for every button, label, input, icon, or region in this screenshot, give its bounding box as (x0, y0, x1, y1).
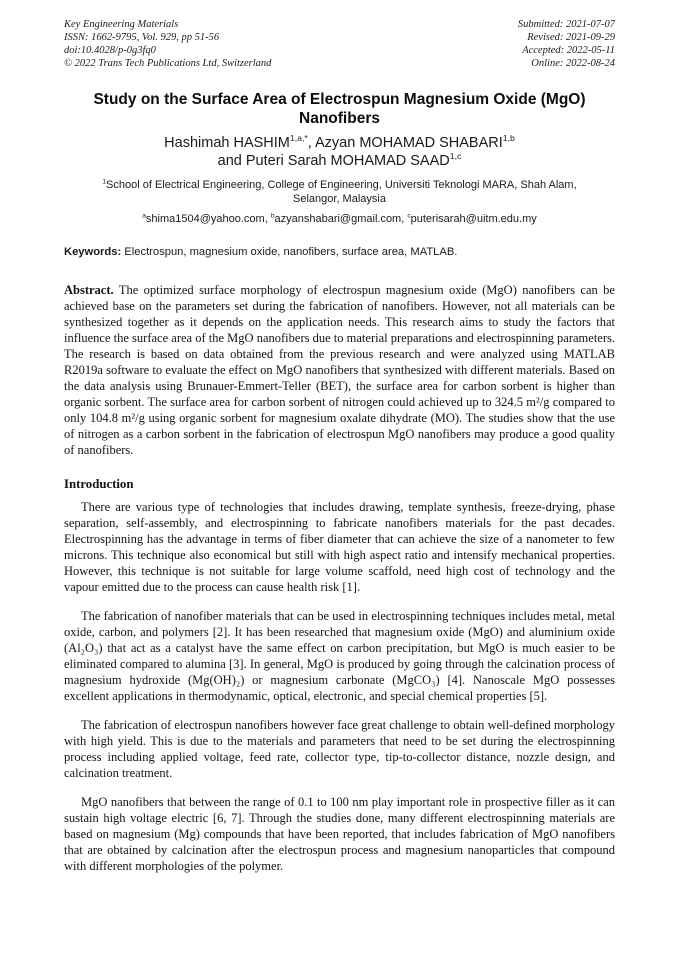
submitted-date: Submitted: 2021-07-07 (517, 19, 615, 30)
affiliation-line: $^1$School of Electrical Engineering, College of Engineering, Universiti Teknologi MARA, Shah Alam, (102, 178, 577, 191)
author-line: Hashimah $HASHIM^{1,a,*}$, Azyan MOHAMAD SHABARI$^{1,b}$ (164, 133, 515, 151)
affiliation-line: Selangor, Malaysia (293, 192, 386, 205)
journal-copyright: © 2022 Trans Tech Publications Ltd, Switzerland (64, 58, 272, 69)
section-heading-introduction: Introduction (64, 477, 134, 491)
abstract (64, 282, 615, 458)
journal-header (64, 18, 615, 70)
journal-name: Key Engineering Materials (64, 19, 179, 30)
submission-dates (518, 18, 615, 70)
journal-doi: doi:10.4028/p-0g3fq0 (64, 45, 156, 56)
authors (64, 135, 615, 170)
paper-title-line: Study on the Surface Area of Electrospun Magnesium Oxide (MgO) (93, 91, 586, 108)
author-emails: $^a$shima1504@yahoo.com, $^b$azyanshabari@gmail.com, $^c$puterisarah@uitm.edu.my (142, 212, 537, 225)
accepted-date: Accepted: 2022-05-11 (522, 45, 615, 56)
author-line: and Puteri Sarah MOHAMAD SAAD$^{1,c}$ (217, 150, 462, 169)
paragraph: There are various type of technologies that includes drawing, template synthesis, freeze-drying, phase separation, self-assembly, and electrospinning to fabricate nanofibers materials for the past decades. Electrospinning has the advantage in terms of fiber diameter that can achieve the size of a nanometer to few microns. This technique also economical but still with high aspect ratio and intensify mechanical properties. However, this technique is not suitable for large volume scaffold, need high cost of technology and the vapour emitted due to the process can cause health risk [1]. (64, 500, 615, 594)
paragraph: MgO nanofibers that between the range of 0.1 to 100 nm play important role in prospective filler as it can sustain high voltage electric [6, 7]. Through the studies done, many different electrospinning materials are based on magnesium (Mg) compounds that have been reported, that includes fabrication of MgO nanofibers that are obtained by calcination after the electrospun process and magnesium nanoparticles that compound with different morphologies of the polymer. (64, 795, 615, 873)
online-date: Online: 2022-08-24 (531, 58, 615, 69)
keywords-label: Keywords: (64, 246, 122, 258)
paragraph: The fabrication of nanofiber materials that can be used in electrospinning techniques includes metal, metal oxide, carbon, and polymers [2]. It has been researched that magnesium oxide (MgO) and aluminium oxide (Al₂O₃) that act as a catalyst have the same effect on carbon precipitation, but MgO is much easier to be eliminated compared to alumina [3]. In general, MgO is produced by going through the calcination process of magnesium hydroxide (Mg(OH)₂) or magnesium carbonate (MgCO₃) [4]. Nanoscale MgO possesses excellent applications in thermodynamic, optical, electronic, and special chemical properties [5]. (64, 609, 615, 703)
paper-title-line: Nanofibers (299, 109, 380, 127)
journal-issn-volume: ISSN: 1662-9795, Vol. 929, pp 51-56 (64, 32, 220, 43)
affiliation (64, 179, 615, 206)
abstract-text: The optimized surface morphology of electrospun magnesium oxide (MgO) nanofibers can be achieved base on the parameters set during the fabrication of nanofibers. However, not all materials can be synthesized together as it depends on the application needs. This research aims to study the factors that influence the surface area of the MgO nanofibers due to material preparations and electrospinning parameters. The research is based on data obtained from the previous research and were analyzed using MATLAB R2019a software to evaluate the effect on MgO nanofibers that synthesized with different materials. Based on the data analysis using Brunauer-Emmert-Teller (BET), the surface area for carbon sorbent is higher than organic sorbent. The surface area for carbon sorbent of nitrogen could achieved up to 324.5 m²/g compared to only 104.8 m²/g using organic sorbent for magnesium oxalate dihydrate (MO). The studies show that the use of nitrogen as a carbon sorbent in the fabrication of electrospun MgO nanofibers may produce a good quality of nanofibers. (64, 283, 615, 457)
keywords-line (64, 245, 615, 259)
journal-info (64, 18, 271, 70)
paper-title (64, 91, 615, 128)
abstract-label: Abstract. (64, 283, 114, 297)
keywords-text: Electrospun, magnesium oxide, nanofibers, surface area, MATLAB. (121, 246, 458, 258)
revised-date: Revised: 2021-09-29 (527, 32, 615, 43)
paragraph: The fabrication of electrospun nanofibers however face great challenge to obtain well-defined morphology with high yield. This is due to the materials and parameters that need to be set during the electrospinning process including applied voltage, feed rate, collector type, tip-to-collector distance, nozzle design, and calcination treatment. (64, 718, 615, 780)
